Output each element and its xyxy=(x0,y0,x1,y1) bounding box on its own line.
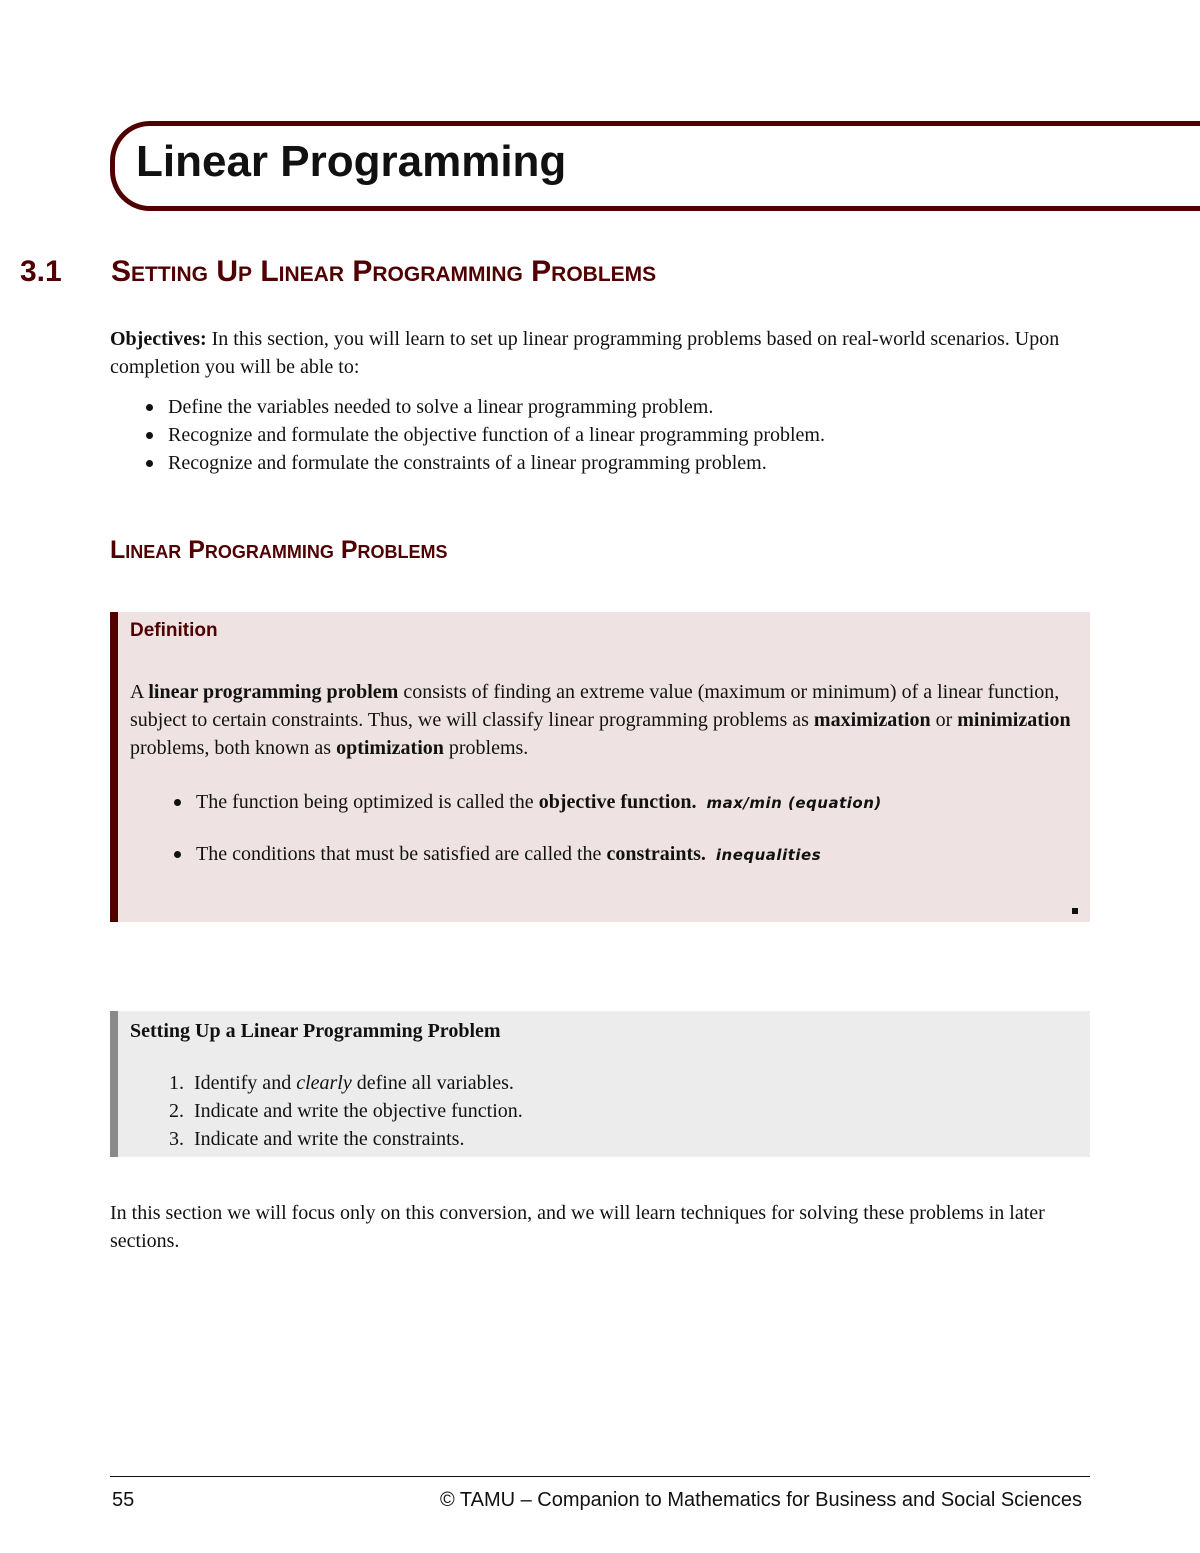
footer-divider xyxy=(110,1476,1090,1477)
definition-list xyxy=(174,788,1074,892)
term-objective-function: objective function. xyxy=(538,791,697,813)
steps-box xyxy=(110,1011,1090,1157)
list-item xyxy=(174,840,1074,869)
objectives-list xyxy=(146,393,1046,477)
step-text: Indicate and write the objective function. xyxy=(194,1100,523,1122)
term-linear-programming-problem: linear programming problem xyxy=(148,681,399,703)
step-number: 1. xyxy=(169,1072,184,1094)
term-maximization: maximization xyxy=(813,709,931,731)
list-item xyxy=(156,1125,523,1153)
section-number: 3.1 xyxy=(20,255,62,288)
list-item: Define the variables needed to solve a linear programming problem. xyxy=(146,393,1046,421)
objectives-label: Objectives: xyxy=(110,328,207,350)
step-text: define all variables. xyxy=(356,1072,514,1094)
end-of-definition-mark xyxy=(1072,908,1078,914)
handwritten-note: max/min (equation) xyxy=(706,794,882,812)
term-optimization: optimization xyxy=(336,737,444,759)
list-item xyxy=(174,788,1074,817)
definition-text: consists of finding an extreme value (maximum or minimum) of a linear function, subject to certain constraints. Thus, we will classify linear programming problems as xyxy=(130,681,1060,731)
steps-list xyxy=(156,1069,523,1153)
term-constraints: constraints. xyxy=(606,843,706,865)
handwritten-note: inequalities xyxy=(715,846,822,864)
definition-box xyxy=(110,612,1090,922)
definition-text: problems, both known as xyxy=(130,737,332,759)
section-title: Setting Up Linear Programming Problems xyxy=(111,255,657,288)
bullet-text: The conditions that must be satisfied are called the xyxy=(196,843,602,865)
step-text: Indicate and write the constraints. xyxy=(194,1128,465,1150)
definition-text: problems. xyxy=(448,737,529,759)
closing-paragraph: In this section we will focus only on this conversion, and we will learn techniques for solving these problems in later sections. xyxy=(110,1202,1045,1252)
definition-text: A xyxy=(130,681,144,703)
objectives-intro: In this section, you will learn to set up linear programming problems based on real-world scenarios. Upon completion you will be able to: xyxy=(110,328,1060,378)
definition-text: or xyxy=(935,709,953,731)
list-item: Recognize and formulate the constraints of a linear programming problem. xyxy=(146,449,1046,477)
subsection-heading: Linear Programming Problems xyxy=(110,536,448,564)
bullet-text: The function being optimized is called the xyxy=(196,791,534,813)
steps-title: Setting Up a Linear Programming Problem xyxy=(130,1020,501,1042)
list-item xyxy=(156,1097,523,1125)
definition-paragraph xyxy=(130,678,1085,762)
term-minimization: minimization xyxy=(957,709,1071,731)
definition-label: Definition xyxy=(130,620,218,641)
list-item xyxy=(156,1069,523,1097)
list-item: Recognize and formulate the objective function of a linear programming problem. xyxy=(146,421,1046,449)
step-emphasis: clearly xyxy=(296,1072,352,1094)
chapter-title: Linear Programming xyxy=(136,137,567,186)
section-heading xyxy=(20,250,656,294)
step-text: Identify and xyxy=(194,1072,292,1094)
objectives-paragraph xyxy=(110,325,1080,381)
page-number: 55 xyxy=(112,1489,135,1511)
step-number: 2. xyxy=(169,1100,184,1122)
step-number: 3. xyxy=(169,1128,184,1150)
footer-credit: © TAMU – Companion to Mathematics for Business and Social Sciences xyxy=(439,1489,1082,1511)
